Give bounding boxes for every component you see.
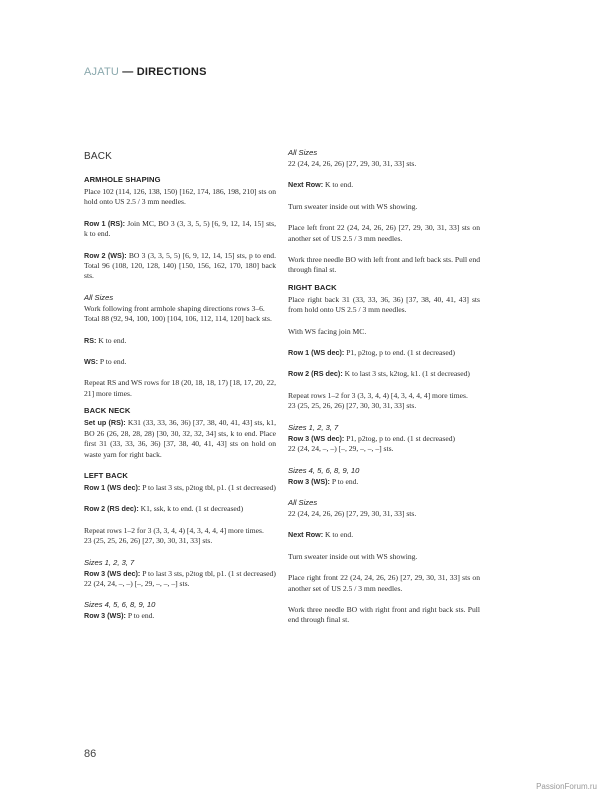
heading-back-neck: BACK NECK xyxy=(84,406,131,416)
subheading-all-sizes: All Sizes xyxy=(288,497,318,507)
paragraph: Turn sweater inside out with WS showing. xyxy=(288,201,418,211)
pattern-name: AJATU xyxy=(84,66,120,78)
row-text: P to last 3 sts, p2tog tbl, p1. (1 st decreased) xyxy=(140,568,276,578)
paragraph: 22 (24, 24, 26, 26) [27, 29, 30, 31, 33] sts. xyxy=(288,508,417,518)
paragraph xyxy=(84,219,276,240)
paragraph: Place right front 22 (24, 24, 26, 26) [27, 29, 30, 31, 33] sts on another set of US 2.5 / 3 mm needles. xyxy=(288,573,480,593)
row-text: K1, ssk, k to end. (1 st decreased) xyxy=(138,504,244,514)
subheading-sizes: Sizes 4, 5, 6, 8, 9, 10 xyxy=(84,600,156,610)
subheading-sizes: Sizes 1, 2, 3, 7 xyxy=(84,557,135,567)
paragraph xyxy=(84,336,276,346)
subheading-sizes: Sizes 1, 2, 3, 7 xyxy=(288,422,339,432)
paragraph: Place right back 31 (33, 33, 36, 36) [37, 38, 40, 41, 43] sts from hold onto US 2.5 / 3 mm needles. xyxy=(288,294,480,315)
paragraph: Repeat rows 1–2 for 3 (3, 3, 4, 4) [4, 3, 4, 4, 4] more times. xyxy=(288,390,468,400)
paragraph xyxy=(84,611,276,621)
paragraph xyxy=(288,477,480,487)
subheading-all-sizes: All Sizes xyxy=(288,148,318,157)
paragraph: Work three needle BO with right front and right back sts. Pull end through final st. xyxy=(288,604,480,625)
page-header xyxy=(84,66,207,78)
row-label: Next Row: xyxy=(288,180,324,190)
row-text: P to end. xyxy=(125,611,155,621)
paragraph xyxy=(288,348,480,358)
row-text: P1, p2tog, p to end. (1 st decreased) xyxy=(344,348,456,358)
paragraph: Place left front 22 (24, 24, 26, 26) [27, 29, 30, 31, 33] sts on another set of US 2.5 / 3 mm needles. xyxy=(288,223,480,243)
row-text: P to last 3 sts, p2tog tbl, p1. (1 st decreased) xyxy=(140,482,276,492)
row-label: Row 1 (WS dec): xyxy=(288,348,345,358)
right-column xyxy=(288,148,480,637)
paragraph xyxy=(84,357,276,367)
row-text: P to end. xyxy=(97,357,127,367)
row-label: Row 3 (WS dec): xyxy=(84,568,141,578)
paragraph xyxy=(84,569,276,579)
row-text: K to last 3 sts, k2tog, k1. (1 st decreased) xyxy=(342,369,470,379)
row-text: BO 3 (3, 3, 5, 5) [6, 9, 12, 14, 15] sts, p to end. Total 96 (108, 120, 128, 140) [150, 156, 162, 170, 180] back sts. xyxy=(84,250,276,281)
row-label: Next Row: xyxy=(288,530,324,540)
row-label: Row 2 (WS): xyxy=(84,250,127,260)
paragraph: Work following front armhole shaping directions rows 3–6. xyxy=(84,303,265,313)
heading-armhole-shaping: ARMHOLE SHAPING xyxy=(84,175,161,184)
paragraph: 22 (24, 24, –, –) [–, 29, –, –, –] sts. xyxy=(84,578,190,588)
left-column xyxy=(84,151,276,633)
paragraph xyxy=(84,418,276,460)
paragraph: Repeat rows 1–2 for 3 (3, 3, 4, 4) [4, 3, 4, 4, 4] more times. xyxy=(84,525,264,535)
paragraph: 22 (24, 24, –, –) [–, 29, –, –, –] sts. xyxy=(288,444,394,454)
heading-left-back: LEFT BACK xyxy=(84,470,128,480)
paragraph xyxy=(288,369,480,379)
row-label: Row 2 (RS dec): xyxy=(84,504,139,514)
row-text: Join MC, BO 3 (3, 3, 5, 5) [6, 9, 12, 14, 15] sts, k to end. xyxy=(84,218,276,239)
row-label: Row 2 (RS dec): xyxy=(288,369,343,379)
paragraph xyxy=(84,483,276,493)
subheading-sizes: Sizes 4, 5, 6, 8, 9, 10 xyxy=(288,465,360,475)
row-text: K to end. xyxy=(323,530,354,540)
row-text: P1, p2tog, p to end. (1 st decreased) xyxy=(344,433,456,443)
heading-right-back: RIGHT BACK xyxy=(288,282,337,292)
row-label: Row 3 (WS): xyxy=(288,476,330,486)
row-label: Set up (RS): xyxy=(84,418,126,428)
paragraph xyxy=(288,530,480,540)
paragraph xyxy=(288,180,480,190)
paragraph: Place 102 (114, 126, 138, 150) [162, 174, 186, 198, 210] sts on hold onto US 2.5 / 3 mm needles. xyxy=(84,187,276,207)
paragraph: Turn sweater inside out with WS showing. xyxy=(288,551,418,561)
row-text: K to end. xyxy=(323,180,354,190)
row-label: Row 3 (WS): xyxy=(84,611,126,621)
paragraph: Work three needle BO with left front and left back sts. Pull end through final st. xyxy=(288,255,480,275)
row-label: Row 1 (WS dec): xyxy=(84,482,141,492)
row-label: WS: xyxy=(84,357,98,367)
paragraph xyxy=(84,251,276,282)
row-text: K31 (33, 33, 36, 36) [37, 38, 40, 41, 43] sts, k1, BO 26 (26, 28, 28, 28) [30, 30, 32, 32, 34] sts, k to end. Place first 31 (33, 33, 36, 36) [37, 38, 40, 41, 43] sts on hold on waste yarn for right back. xyxy=(84,418,276,459)
paragraph: 23 (25, 25, 26, 26) [27, 30, 30, 31, 33] sts. xyxy=(84,536,213,546)
header-section: DIRECTIONS xyxy=(136,66,207,78)
row-label: Row 1 (RS): xyxy=(84,218,126,228)
paragraph: 22 (24, 24, 26, 26) [27, 29, 30, 31, 33] sts. xyxy=(288,159,417,168)
header-separator: — xyxy=(122,66,134,78)
row-label: Row 3 (WS dec): xyxy=(288,433,345,443)
row-label: RS: xyxy=(84,335,97,345)
subheading-all-sizes: All Sizes xyxy=(84,292,114,302)
page-number: 86 xyxy=(84,748,97,760)
paragraph: Repeat RS and WS rows for 18 (20, 18, 18, 17) [18, 17, 20, 22, 21] more times. xyxy=(84,378,277,398)
row-text: K to end. xyxy=(96,335,127,345)
section-title-back: BACK xyxy=(84,151,113,162)
paragraph: Total 88 (92, 94, 100, 100) [104, 106, 112, 114, 120] back sts. xyxy=(84,314,272,324)
row-text: P to end. xyxy=(329,476,359,486)
paragraph: With WS facing join MC. xyxy=(288,326,367,336)
paragraph: 23 (25, 25, 26, 26) [27, 30, 30, 31, 33] sts. xyxy=(288,401,417,411)
paragraph xyxy=(288,434,480,444)
paragraph xyxy=(84,504,276,514)
watermark: PassionForum.ru xyxy=(536,782,597,791)
